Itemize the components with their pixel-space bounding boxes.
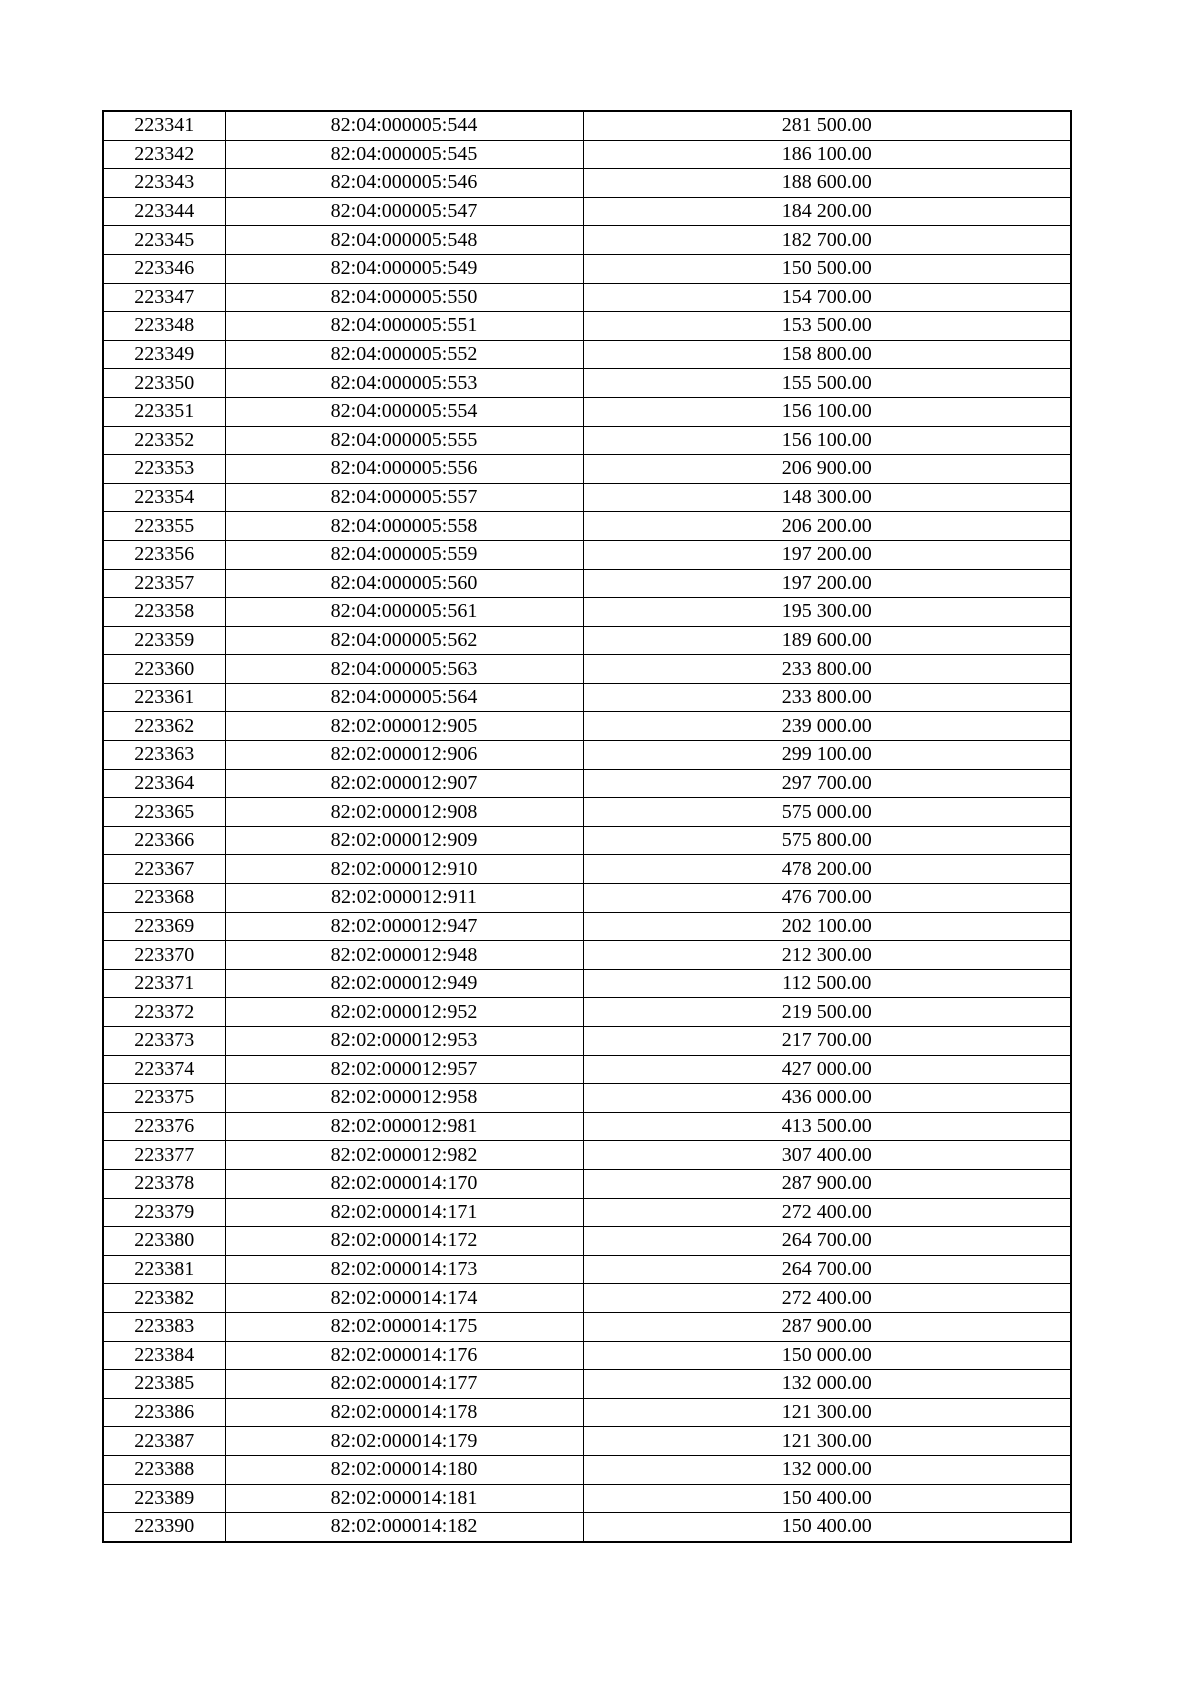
row-number-cell: 223353 <box>103 455 225 484</box>
cadastral-value-cell: 153 500.00 <box>583 312 1071 341</box>
table-row <box>103 712 1071 741</box>
row-number-cell: 223360 <box>103 655 225 684</box>
row-number-cell: 223381 <box>103 1255 225 1284</box>
cadastral-value-cell: 121 300.00 <box>583 1427 1071 1456</box>
cadastral-value-cell: 158 800.00 <box>583 340 1071 369</box>
cadastral-number-cell: 82:04:000005:552 <box>225 340 583 369</box>
cadastral-number-cell: 82:02:000012:906 <box>225 741 583 770</box>
table-row <box>103 197 1071 226</box>
cadastral-value-cell: 287 900.00 <box>583 1312 1071 1341</box>
row-number-cell: 223382 <box>103 1284 225 1313</box>
row-number-cell: 223359 <box>103 626 225 655</box>
table-row <box>103 1027 1071 1056</box>
table-row <box>103 512 1071 541</box>
row-number-cell: 223352 <box>103 426 225 455</box>
cadastral-value-table <box>102 110 1072 1543</box>
table-row <box>103 683 1071 712</box>
table-row <box>103 340 1071 369</box>
cadastral-value-cell: 436 000.00 <box>583 1084 1071 1113</box>
cadastral-value-cell: 156 100.00 <box>583 397 1071 426</box>
cadastral-number-cell: 82:02:000014:174 <box>225 1284 583 1313</box>
table-row <box>103 1341 1071 1370</box>
cadastral-value-cell: 186 100.00 <box>583 140 1071 169</box>
cadastral-value-cell: 476 700.00 <box>583 884 1071 913</box>
cadastral-number-cell: 82:02:000014:170 <box>225 1169 583 1198</box>
cadastral-value-cell: 150 400.00 <box>583 1513 1071 1542</box>
row-number-cell: 223364 <box>103 769 225 798</box>
table-row <box>103 1455 1071 1484</box>
row-number-cell: 223376 <box>103 1112 225 1141</box>
cadastral-number-cell: 82:02:000014:175 <box>225 1312 583 1341</box>
table-row <box>103 655 1071 684</box>
table-row <box>103 569 1071 598</box>
cadastral-value-cell: 575 800.00 <box>583 826 1071 855</box>
cadastral-value-cell: 281 500.00 <box>583 111 1071 140</box>
row-number-cell: 223367 <box>103 855 225 884</box>
table-row <box>103 1169 1071 1198</box>
cadastral-value-cell: 264 700.00 <box>583 1255 1071 1284</box>
table-row <box>103 826 1071 855</box>
row-number-cell: 223370 <box>103 941 225 970</box>
cadastral-number-cell: 82:02:000012:981 <box>225 1112 583 1141</box>
row-number-cell: 223344 <box>103 197 225 226</box>
table-row <box>103 397 1071 426</box>
row-number-cell: 223358 <box>103 598 225 627</box>
table-row <box>103 1427 1071 1456</box>
cadastral-value-cell: 189 600.00 <box>583 626 1071 655</box>
cadastral-number-cell: 82:02:000012:905 <box>225 712 583 741</box>
table-row <box>103 1084 1071 1113</box>
table-row <box>103 455 1071 484</box>
cadastral-number-cell: 82:02:000014:179 <box>225 1427 583 1456</box>
cadastral-number-cell: 82:02:000014:182 <box>225 1513 583 1542</box>
cadastral-number-cell: 82:04:000005:547 <box>225 197 583 226</box>
row-number-cell: 223380 <box>103 1227 225 1256</box>
cadastral-number-cell: 82:02:000012:909 <box>225 826 583 855</box>
table-row <box>103 1255 1071 1284</box>
row-number-cell: 223386 <box>103 1398 225 1427</box>
cadastral-number-cell: 82:04:000005:555 <box>225 426 583 455</box>
row-number-cell: 223369 <box>103 912 225 941</box>
cadastral-number-cell: 82:02:000012:958 <box>225 1084 583 1113</box>
cadastral-number-cell: 82:04:000005:546 <box>225 169 583 198</box>
table-row <box>103 798 1071 827</box>
cadastral-value-cell: 264 700.00 <box>583 1227 1071 1256</box>
cadastral-value-cell: 188 600.00 <box>583 169 1071 198</box>
row-number-cell: 223356 <box>103 540 225 569</box>
row-number-cell: 223351 <box>103 397 225 426</box>
table-row <box>103 1055 1071 1084</box>
row-number-cell: 223341 <box>103 111 225 140</box>
table-row <box>103 140 1071 169</box>
row-number-cell: 223385 <box>103 1370 225 1399</box>
cadastral-number-cell: 82:02:000012:982 <box>225 1141 583 1170</box>
table-row <box>103 1398 1071 1427</box>
cadastral-number-cell: 82:04:000005:544 <box>225 111 583 140</box>
row-number-cell: 223365 <box>103 798 225 827</box>
cadastral-value-cell: 427 000.00 <box>583 1055 1071 1084</box>
row-number-cell: 223350 <box>103 369 225 398</box>
cadastral-number-cell: 82:02:000012:952 <box>225 998 583 1027</box>
cadastral-number-cell: 82:04:000005:560 <box>225 569 583 598</box>
row-number-cell: 223349 <box>103 340 225 369</box>
cadastral-value-cell: 197 200.00 <box>583 569 1071 598</box>
cadastral-value-cell: 206 900.00 <box>583 455 1071 484</box>
cadastral-number-cell: 82:04:000005:557 <box>225 483 583 512</box>
cadastral-number-cell: 82:02:000014:171 <box>225 1198 583 1227</box>
row-number-cell: 223345 <box>103 226 225 255</box>
table-row <box>103 998 1071 1027</box>
cadastral-value-cell: 219 500.00 <box>583 998 1071 1027</box>
cadastral-value-cell: 150 000.00 <box>583 1341 1071 1370</box>
cadastral-number-cell: 82:02:000012:911 <box>225 884 583 913</box>
cadastral-number-cell: 82:02:000014:172 <box>225 1227 583 1256</box>
row-number-cell: 223363 <box>103 741 225 770</box>
cadastral-number-cell: 82:04:000005:562 <box>225 626 583 655</box>
table-row <box>103 769 1071 798</box>
cadastral-number-cell: 82:04:000005:549 <box>225 254 583 283</box>
cadastral-value-cell: 148 300.00 <box>583 483 1071 512</box>
cadastral-value-cell: 212 300.00 <box>583 941 1071 970</box>
row-number-cell: 223384 <box>103 1341 225 1370</box>
row-number-cell: 223354 <box>103 483 225 512</box>
row-number-cell: 223366 <box>103 826 225 855</box>
row-number-cell: 223390 <box>103 1513 225 1542</box>
table-row <box>103 1370 1071 1399</box>
table-row <box>103 741 1071 770</box>
table-row <box>103 254 1071 283</box>
row-number-cell: 223377 <box>103 1141 225 1170</box>
table-row <box>103 1198 1071 1227</box>
table-row <box>103 1513 1071 1542</box>
cadastral-number-cell: 82:02:000012:949 <box>225 969 583 998</box>
cadastral-value-cell: 297 700.00 <box>583 769 1071 798</box>
cadastral-value-cell: 413 500.00 <box>583 1112 1071 1141</box>
table-row <box>103 598 1071 627</box>
cadastral-number-cell: 82:02:000012:953 <box>225 1027 583 1056</box>
table-row <box>103 226 1071 255</box>
cadastral-number-cell: 82:04:000005:548 <box>225 226 583 255</box>
cadastral-value-cell: 155 500.00 <box>583 369 1071 398</box>
cadastral-value-cell: 287 900.00 <box>583 1169 1071 1198</box>
table-row <box>103 1312 1071 1341</box>
row-number-cell: 223342 <box>103 140 225 169</box>
cadastral-number-cell: 82:02:000012:947 <box>225 912 583 941</box>
row-number-cell: 223388 <box>103 1455 225 1484</box>
cadastral-number-cell: 82:04:000005:550 <box>225 283 583 312</box>
table-row <box>103 111 1071 140</box>
cadastral-value-cell: 202 100.00 <box>583 912 1071 941</box>
cadastral-number-cell: 82:04:000005:556 <box>225 455 583 484</box>
table-row <box>103 855 1071 884</box>
row-number-cell: 223371 <box>103 969 225 998</box>
cadastral-value-cell: 233 800.00 <box>583 683 1071 712</box>
cadastral-value-cell: 132 000.00 <box>583 1455 1071 1484</box>
cadastral-number-cell: 82:02:000012:907 <box>225 769 583 798</box>
table-row <box>103 540 1071 569</box>
row-number-cell: 223343 <box>103 169 225 198</box>
row-number-cell: 223375 <box>103 1084 225 1113</box>
table-row <box>103 369 1071 398</box>
row-number-cell: 223361 <box>103 683 225 712</box>
row-number-cell: 223347 <box>103 283 225 312</box>
row-number-cell: 223379 <box>103 1198 225 1227</box>
table-row <box>103 483 1071 512</box>
row-number-cell: 223378 <box>103 1169 225 1198</box>
cadastral-value-cell: 478 200.00 <box>583 855 1071 884</box>
cadastral-value-cell: 121 300.00 <box>583 1398 1071 1427</box>
table-row <box>103 283 1071 312</box>
cadastral-number-cell: 82:04:000005:559 <box>225 540 583 569</box>
cadastral-value-cell: 575 000.00 <box>583 798 1071 827</box>
row-number-cell: 223374 <box>103 1055 225 1084</box>
table-row <box>103 941 1071 970</box>
cadastral-number-cell: 82:02:000014:178 <box>225 1398 583 1427</box>
table-row <box>103 1484 1071 1513</box>
row-number-cell: 223346 <box>103 254 225 283</box>
cadastral-value-cell: 132 000.00 <box>583 1370 1071 1399</box>
cadastral-number-cell: 82:02:000012:910 <box>225 855 583 884</box>
cadastral-number-cell: 82:02:000014:176 <box>225 1341 583 1370</box>
cadastral-number-cell: 82:04:000005:561 <box>225 598 583 627</box>
cadastral-value-cell: 206 200.00 <box>583 512 1071 541</box>
cadastral-value-cell: 272 400.00 <box>583 1284 1071 1313</box>
table-row <box>103 884 1071 913</box>
row-number-cell: 223355 <box>103 512 225 541</box>
cadastral-value-cell: 184 200.00 <box>583 197 1071 226</box>
cadastral-number-cell: 82:02:000014:177 <box>225 1370 583 1399</box>
row-number-cell: 223348 <box>103 312 225 341</box>
row-number-cell: 223372 <box>103 998 225 1027</box>
row-number-cell: 223383 <box>103 1312 225 1341</box>
cadastral-value-cell: 195 300.00 <box>583 598 1071 627</box>
table-row <box>103 312 1071 341</box>
table-row <box>103 626 1071 655</box>
table-row <box>103 426 1071 455</box>
cadastral-value-cell: 299 100.00 <box>583 741 1071 770</box>
table-row <box>103 912 1071 941</box>
row-number-cell: 223368 <box>103 884 225 913</box>
table-row <box>103 969 1071 998</box>
cadastral-value-cell: 154 700.00 <box>583 283 1071 312</box>
cadastral-value-cell: 307 400.00 <box>583 1141 1071 1170</box>
cadastral-number-cell: 82:04:000005:545 <box>225 140 583 169</box>
cadastral-number-cell: 82:02:000012:948 <box>225 941 583 970</box>
cadastral-value-cell: 217 700.00 <box>583 1027 1071 1056</box>
row-number-cell: 223389 <box>103 1484 225 1513</box>
cadastral-value-cell: 197 200.00 <box>583 540 1071 569</box>
cadastral-number-cell: 82:04:000005:553 <box>225 369 583 398</box>
table-row <box>103 1227 1071 1256</box>
cadastral-number-cell: 82:04:000005:551 <box>225 312 583 341</box>
cadastral-number-cell: 82:02:000012:908 <box>225 798 583 827</box>
cadastral-number-cell: 82:04:000005:563 <box>225 655 583 684</box>
cadastral-number-cell: 82:04:000005:558 <box>225 512 583 541</box>
row-number-cell: 223387 <box>103 1427 225 1456</box>
cadastral-value-cell: 182 700.00 <box>583 226 1071 255</box>
cadastral-number-cell: 82:02:000012:957 <box>225 1055 583 1084</box>
cadastral-number-cell: 82:04:000005:564 <box>225 683 583 712</box>
row-number-cell: 223373 <box>103 1027 225 1056</box>
cadastral-number-cell: 82:04:000005:554 <box>225 397 583 426</box>
cadastral-value-cell: 272 400.00 <box>583 1198 1071 1227</box>
table-row <box>103 169 1071 198</box>
cadastral-value-cell: 239 000.00 <box>583 712 1071 741</box>
row-number-cell: 223362 <box>103 712 225 741</box>
cadastral-number-cell: 82:02:000014:180 <box>225 1455 583 1484</box>
cadastral-number-cell: 82:02:000014:173 <box>225 1255 583 1284</box>
table-row <box>103 1112 1071 1141</box>
row-number-cell: 223357 <box>103 569 225 598</box>
table-row <box>103 1141 1071 1170</box>
cadastral-value-cell: 233 800.00 <box>583 655 1071 684</box>
cadastral-value-cell: 150 500.00 <box>583 254 1071 283</box>
cadastral-value-cell: 112 500.00 <box>583 969 1071 998</box>
cadastral-value-cell: 150 400.00 <box>583 1484 1071 1513</box>
cadastral-value-cell: 156 100.00 <box>583 426 1071 455</box>
table-row <box>103 1284 1071 1313</box>
table-body <box>103 111 1071 1542</box>
cadastral-number-cell: 82:02:000014:181 <box>225 1484 583 1513</box>
